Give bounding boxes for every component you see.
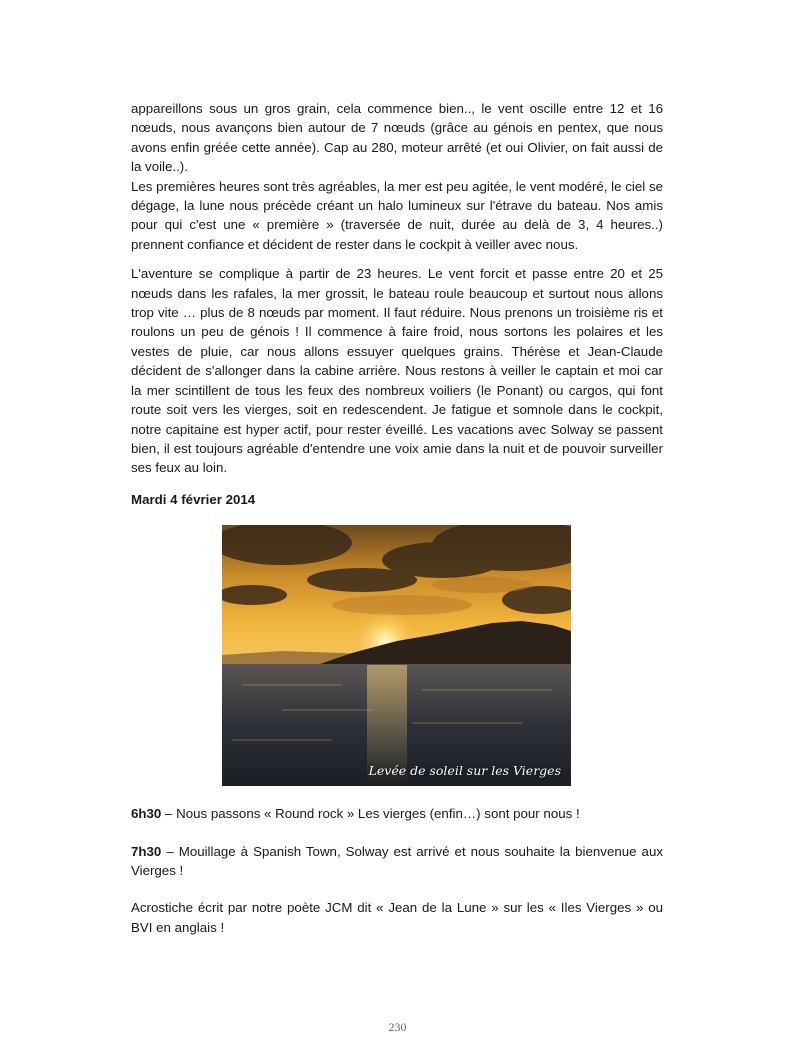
sunrise-image [222,525,571,786]
log-entry-1 [131,804,663,823]
entry-text: – Mouillage à Spanish Town, Solway est arrivé et nous souhaite la bienvenue aux Vierges ! [131,843,663,878]
paragraph-1: appareillons sous un gros grain, cela commence bien.., le vent oscille entre 12 et 16 nœuds, nous avançons bien autour de 7 nœuds (grâce au génois en pentex, que nous avons enfin gréée cette année). Cap au 280, moteur arrêté (et oui Olivier, on fait aussi de la voile..). [131,101,663,175]
sunrise-photo [222,525,571,786]
entry-time: 6h30 [131,806,162,822]
date-heading: Mardi 4 février 2014 [131,491,256,507]
page-number: 230 [388,1020,407,1034]
entry-text: – Nous passons « Round rock » Les vierges (enfin…) sont pour nous ! [161,806,580,822]
paragraph-2: Les premières heures sont très agréables, la mer est peu agitée, le vent modéré, le ciel se dégage, la lune nous précède créant un halo lumineux sur l'étrave du bateau. Nos amis pour qui c'est une « première » (traversée de nuit, durée au delà de 3, 4 heures..) prennent confiance et décident de rester dans le cockpit à veiller avec nous. [131,178,663,252]
log-entry-2 [131,842,663,881]
entry-time: 7h30 [131,843,162,859]
paragraph-3: L'aventure se complique à partir de 23 heures. Le vent forcit et passe entre 20 et 25 nœuds dans les rafales, la mer grossit, le bateau roule beaucoup et surtout nous allons trop vite … plus de 8 nœuds par moment. Il faut réduire. Nous prenons un troisième ris et roulons un peu de génois ! Il commence à faire froid, nous sortons les polaires et les vestes de pluie, car nous allons essuyer quelques grains. Thérèse et Jean-Claude décident de s'allonger dans la cabine arrière. Nous restons à veiller le captain et moi car la mer scintillent de tous les feux des nombreux voiliers (le Ponant) ou cargos, qui font route soit vers les vierges, soit en redescendent. Je fatigue et somnole dans le cockpit, notre capitaine est hyper actif, pour rester éveillé. Les vacations avec Solway se passent bien, il est toujours agréable d'entendre une voix amie dans la nuit et de pouvoir surveiller ses feux au loin. [131,266,663,476]
closing-paragraph: Acrostiche écrit par notre poète JCM dit « Jean de la Lune » sur les « Iles Vierges » ou BVI en anglais ! [131,900,663,935]
photo-caption: Levée de soleil sur les Vierges [368,763,561,779]
document-body [131,99,663,937]
